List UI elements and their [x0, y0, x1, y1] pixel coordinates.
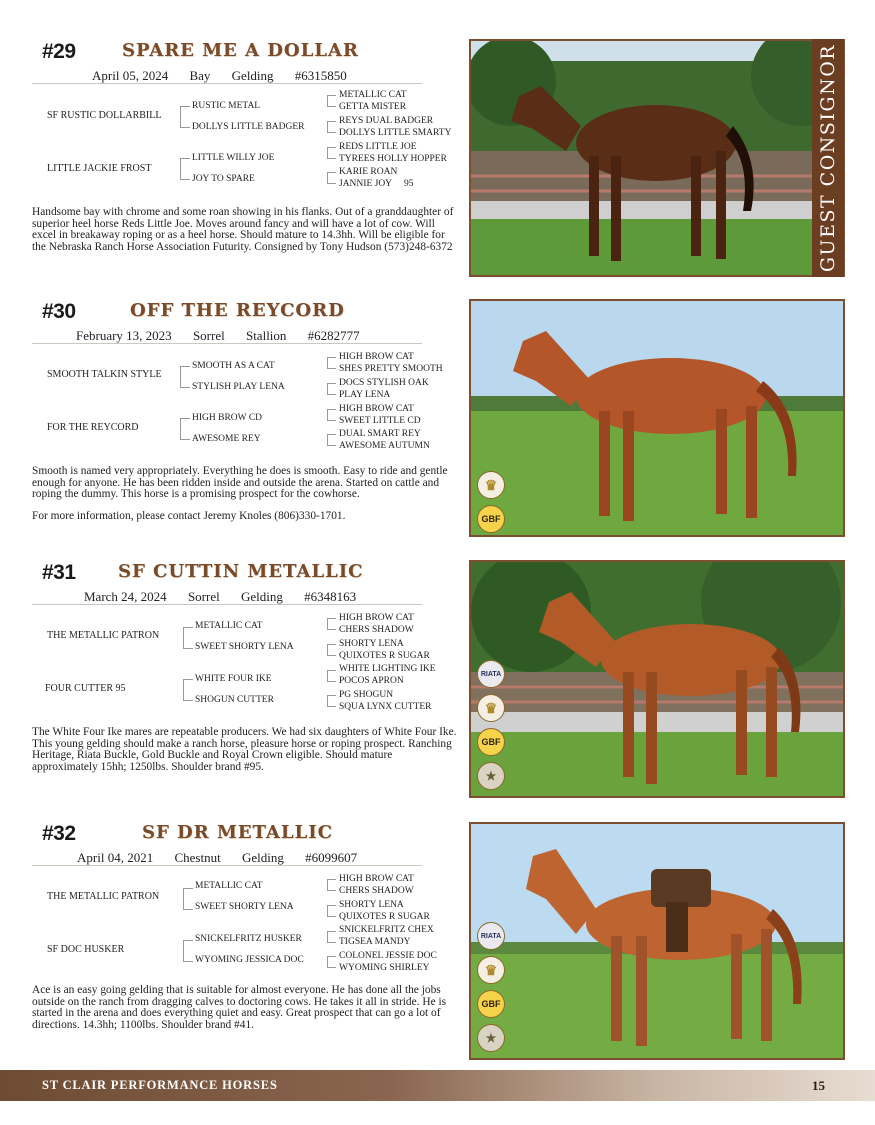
dam: SF DOC HUSKER — [47, 944, 125, 955]
dam: FOUR CUTTER 95 — [45, 683, 126, 694]
ped-sds: DOCS STYLISH OAK — [339, 378, 429, 388]
sire-sire: SMOOTH AS A CAT — [192, 361, 275, 371]
pedigree — [0, 90, 460, 210]
sire: THE METALLIC PATRON — [47, 891, 160, 902]
dam-dam: WYOMING JESSICA DOC — [195, 955, 304, 965]
ped-dss: REDS LITTLE JOE — [339, 142, 417, 152]
dam-dam: SHOGUN CUTTER — [195, 695, 274, 705]
ped-dsd: SWEET LITTLE CD — [339, 416, 421, 426]
ped-sss: HIGH BROW CAT — [339, 352, 414, 362]
pedigree — [0, 352, 460, 472]
ped-sdd: PLAY LENA — [339, 390, 391, 400]
riata-badge: RIATA — [477, 660, 505, 688]
horse-photo — [469, 39, 845, 277]
registration-number: #6099607 — [305, 850, 358, 865]
description-paragraph: Smooth is named very appropriately. Everything he does is smooth. Easy to ride and gentle enough for anyone. He has been ridden inside and outside the arena. Started on cattle and roping the dummy. This horse is a promising prospect for the cowhorse. — [32, 465, 448, 501]
ped-sss: HIGH BROW CAT — [339, 874, 414, 884]
ped-dsd: TYREES HOLLY HOPPER — [339, 154, 447, 164]
divider — [32, 604, 422, 605]
horse-color: Sorrel — [187, 589, 220, 604]
ped-ddd: AWESOME AUTUMN — [339, 441, 430, 451]
ped-sdd: QUIXOTES R SUGAR — [339, 651, 430, 661]
foal-date: February 13, 2023 — [76, 328, 172, 343]
horse-color: Sorrel — [192, 328, 225, 343]
sire-dam: DOLLYS LITTLE BADGER — [192, 122, 305, 132]
ped-dss: SNICKELFRITZ CHEX — [339, 925, 434, 935]
foal-date: April 04, 2021 — [77, 850, 154, 865]
riata-badge: RIATA — [477, 922, 505, 950]
registration-number: #6348163 — [304, 589, 357, 604]
horse-photo — [469, 560, 845, 798]
dam-sire: LITTLE WILLY JOE — [192, 153, 275, 163]
sire: SMOOTH TALKIN STYLE — [47, 369, 162, 380]
ped-dsd: TIGSEA MANDY — [339, 937, 411, 947]
dam-sire: WHITE FOUR IKE — [195, 674, 272, 684]
ped-ssd: CHERS SHADOW — [339, 625, 414, 635]
page-footer — [0, 1070, 875, 1101]
horse-color: Bay — [189, 68, 211, 83]
foal-date: April 05, 2024 — [92, 68, 169, 83]
horse-sex: Stallion — [245, 328, 287, 343]
ped-dsd: POCOS APRON — [339, 676, 404, 686]
lot-number: #32 — [42, 822, 76, 845]
sire-sire: METALLIC CAT — [195, 881, 263, 891]
horse-sex: Gelding — [240, 589, 283, 604]
ped-ddd-note: 95 — [404, 179, 414, 189]
royal-crown-badge: ♛ — [477, 694, 505, 722]
guest-consignor-label: GUEST CONSIGNOR — [817, 43, 840, 273]
horse-sex: Gelding — [231, 68, 274, 83]
ped-dds: PG SHOGUN — [339, 690, 394, 700]
ped-sds: SHORTY LENA — [339, 639, 404, 649]
ped-sdd: DOLLYS LITTLE SMARTY — [339, 128, 452, 138]
horse-description — [32, 466, 460, 532]
sire-sire: RUSTIC METAL — [192, 101, 261, 111]
dam-sire: SNICKELFRITZ HUSKER — [195, 934, 302, 944]
horse-info — [76, 328, 360, 344]
horse-name: SF DR METALLIC — [142, 822, 333, 843]
horse-photo — [469, 299, 845, 537]
ped-dss: WHITE LIGHTING IKE — [339, 664, 436, 674]
sire-sire: METALLIC CAT — [195, 621, 263, 631]
horse-sex: Gelding — [241, 850, 284, 865]
registration-number: #6282777 — [307, 328, 360, 343]
gbf-badge: GBF — [477, 990, 505, 1018]
ped-ddd: SQUA LYNX CUTTER — [339, 702, 432, 712]
sire-dam: SWEET SHORTY LENA — [195, 642, 294, 652]
ped-ddd: JANNIE JOY — [339, 179, 393, 189]
foal-date: March 24, 2024 — [84, 589, 167, 604]
description-paragraph: Handsome bay with chrome and some roan showing in his flanks. Out of a granddaughter of superior heel horse Reds Little Joe. Moves around fancy and will have a lot of cow. Will excel in breakaway roping or as a heel horse. Should mature to 14.3hh. Will be eligible for the Nebraska Ranch Horse Association Futurity. Consigned by Tony Hudson (573)248-6372 — [32, 206, 454, 253]
ranching-heritage-badge: ★ — [477, 1024, 505, 1052]
lot-number: #31 — [42, 561, 76, 584]
horse-photo — [469, 822, 845, 1060]
dam: LITTLE JACKIE FROST — [47, 163, 152, 174]
ranching-heritage-badge: ★ — [477, 762, 505, 790]
dam: FOR THE REYCORD — [47, 422, 139, 433]
horse-info — [77, 850, 357, 866]
sire-dam: STYLISH PLAY LENA — [192, 382, 285, 392]
dam-dam: AWESOME REY — [192, 434, 261, 444]
horse-description — [32, 207, 460, 263]
pedigree — [0, 874, 460, 994]
ped-ssd: GETTA MISTER — [339, 102, 407, 112]
ped-ssd: SHES PRETTY SMOOTH — [339, 364, 443, 374]
divider — [32, 343, 422, 344]
horse-info — [92, 68, 347, 84]
royal-crown-badge: ♛ — [477, 471, 505, 499]
gbf-badge: GBF — [477, 728, 505, 756]
ped-sdd: QUIXOTES R SUGAR — [339, 912, 430, 922]
contact-paragraph: For more information, please contact Jeremy Knoles (806)330-1701. — [32, 509, 346, 522]
description-paragraph: The White Four Ike mares are repeatable producers. We had six daughters of White Four Ike. This young gelding should make a ranch horse, pleasure horse or roping prospect. Ranching Heritage, Riata Buckle, Gold Buckle and Royal Crown eligible. Should mature approximately 15hh; 1250lbs. Shoulder brand #95. — [32, 726, 457, 773]
sire: SF RUSTIC DOLLARBILL — [47, 110, 162, 121]
ped-sss: HIGH BROW CAT — [339, 613, 414, 623]
royal-crown-badge: ♛ — [477, 956, 505, 984]
pedigree — [0, 613, 460, 733]
ped-dds: KARIE ROAN — [339, 167, 398, 177]
ped-sss: METALLIC CAT — [339, 90, 407, 100]
ped-sds: SHORTY LENA — [339, 900, 404, 910]
guest-consignor-tab — [812, 39, 844, 277]
divider — [32, 865, 422, 866]
horse-description — [32, 727, 460, 783]
page-number: 15 — [812, 1078, 825, 1093]
horse-name: SF CUTTIN METALLIC — [118, 561, 364, 582]
horse-description — [32, 985, 460, 1041]
ped-dss: HIGH BROW CAT — [339, 404, 414, 414]
horse-color: Chestnut — [174, 850, 221, 865]
gbf-badge: GBF — [477, 505, 505, 533]
horse-name: OFF THE REYCORD — [130, 300, 345, 321]
ped-ddd: WYOMING SHIRLEY — [339, 963, 430, 973]
ped-ssd: CHERS SHADOW — [339, 886, 414, 896]
ped-dds: COLONEL JESSIE DOC — [339, 951, 437, 961]
sire-dam: SWEET SHORTY LENA — [195, 902, 294, 912]
divider — [32, 83, 422, 84]
dam-sire: HIGH BROW CD — [192, 413, 263, 423]
ped-sds: REYS DUAL BADGER — [339, 116, 434, 126]
registration-number: #6315850 — [294, 68, 347, 83]
ped-dds: DUAL SMART REY — [339, 429, 421, 439]
horse-info — [84, 589, 356, 605]
horse-name: SPARE ME A DOLLAR — [122, 40, 359, 61]
lot-number: #29 — [42, 40, 76, 63]
description-paragraph: Ace is an easy going gelding that is suitable for almost everyone. He has done all the jobs outside on the ranch from dragging calves to doctoring cows. He takes it all in stride. He is started in the arena and does everything quiet and easy. Great prospect that can go a lot of directions. 14.3hh; 1100lbs. Shoulder brand #41. — [32, 984, 447, 1031]
sire: THE METALLIC PATRON — [47, 630, 160, 641]
ranch-name: ST CLAIR PERFORMANCE HORSES — [42, 1078, 278, 1092]
dam-dam: JOY TO SPARE — [192, 174, 255, 184]
lot-number: #30 — [42, 300, 76, 323]
